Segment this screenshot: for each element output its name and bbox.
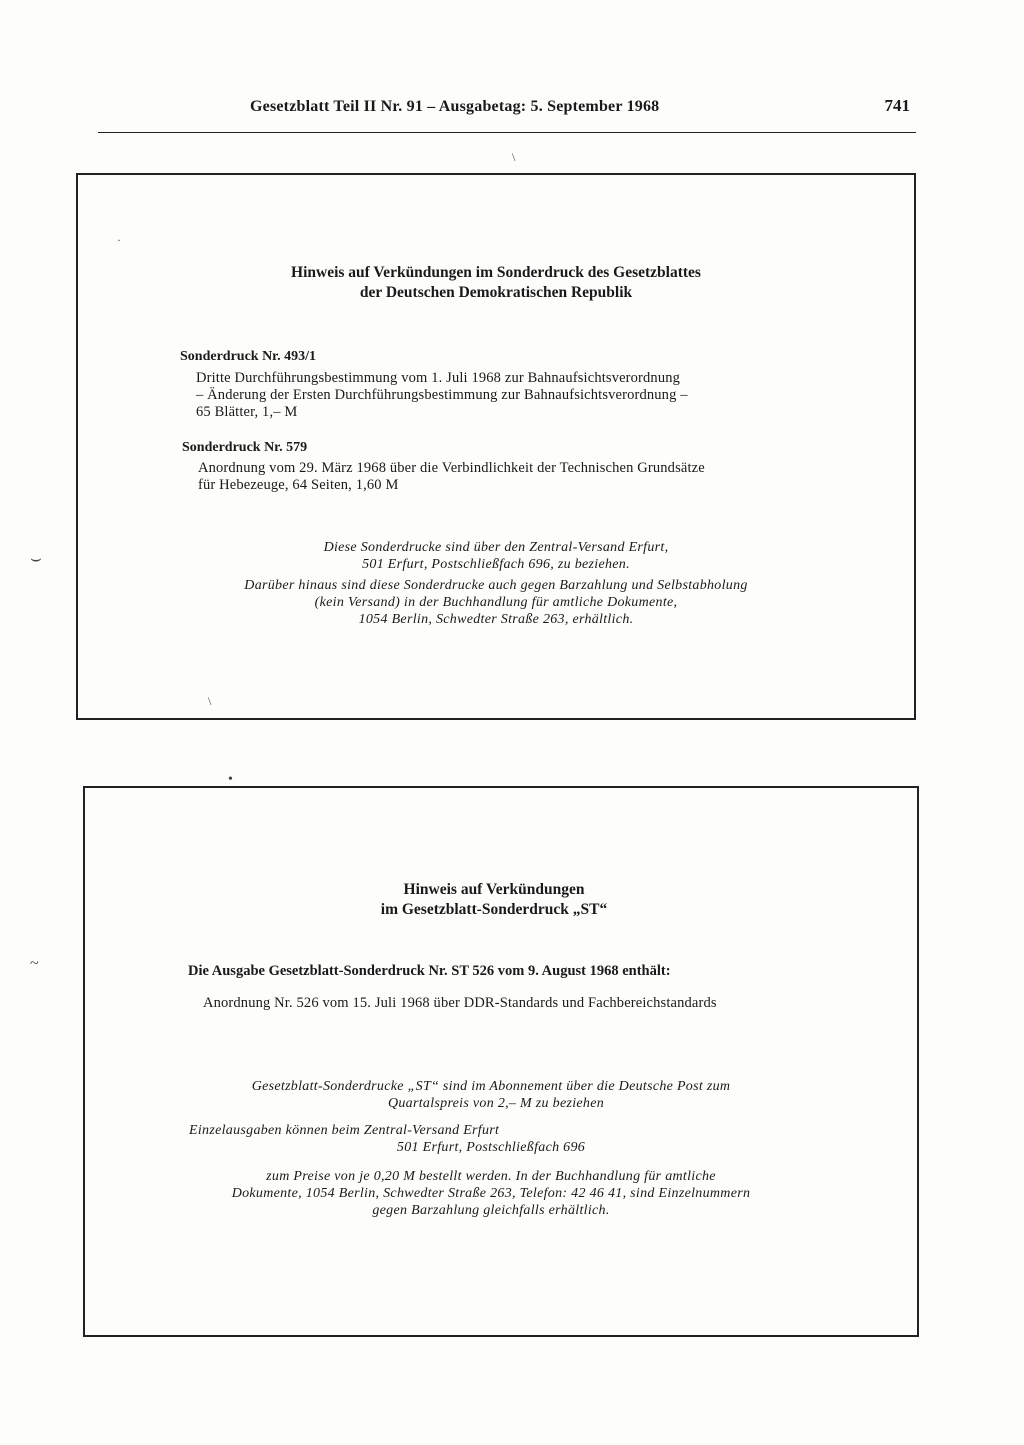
note-line: zum Preise von je 0,20 M bestellt werden. In der Buchhandlung für amtliche bbox=[266, 1169, 716, 1184]
notice-title-line-2: der Deutschen Demokratischen Republik bbox=[359, 284, 633, 301]
entry-line: Dritte Durchführungsbestimmung vom 1. Juli 1968 zur Bahnaufsichtsverordnung bbox=[196, 370, 681, 386]
note-line: (kein Versand) in der Buchhandlung für amtliche Dokumente, bbox=[314, 595, 678, 610]
note-line: Dokumente, 1054 Berlin, Schwedter Straße 263, Telefon: 42 46 41, sind Einzelnummern bbox=[231, 1186, 751, 1201]
note-line: 501 Erfurt, Postschließfach 696 bbox=[396, 1140, 586, 1155]
entry-heading: Sonderdruck Nr. 493/1 bbox=[180, 349, 317, 364]
note-line: Quartalspreis von 2,– M zu beziehen bbox=[387, 1096, 605, 1111]
note-line: 501 Erfurt, Postschließfach 696, zu beziehen. bbox=[362, 557, 630, 572]
notice-box-sonderdruck bbox=[76, 173, 916, 720]
note-line: Gesetzblatt-Sonderdrucke „ST“ sind im Abonnement über die Deutsche Post zum bbox=[251, 1079, 731, 1094]
entry-heading: Sonderdruck Nr. 579 bbox=[182, 440, 308, 455]
notice-box-st bbox=[83, 786, 919, 1337]
entry-line: 65 Blätter, 1,– M bbox=[196, 404, 298, 420]
note-line: Einzelausgaben können beim Zentral-Versand Erfurt bbox=[189, 1123, 500, 1138]
subscription-note bbox=[65, 1078, 917, 1112]
entry-line: Anordnung vom 29. März 1968 über die Verbindlichkeit der Technischen Grundsätze bbox=[198, 460, 705, 476]
note-line: Darüber hinaus sind diese Sonderdrucke auch gegen Barzahlung und Selbstabholung bbox=[244, 578, 748, 593]
margin-mark: ~ bbox=[30, 955, 39, 972]
entry-line: – Änderung der Ersten Durchführungsbestimmung zur Bahnaufsichtsverordnung – bbox=[196, 387, 688, 403]
note-line: gegen Barzahlung gleichfalls erhältlich. bbox=[372, 1203, 610, 1218]
scan-speck: • bbox=[228, 772, 233, 787]
page-number: 741 bbox=[884, 96, 910, 115]
running-head: Gesetzblatt Teil II Nr. 91 – Ausgabetag: 5. September 1968 bbox=[250, 98, 660, 115]
margin-mark: ⌣ bbox=[30, 548, 42, 568]
note-line: Diese Sonderdrucke sind über den Zentral-Versand Erfurt, bbox=[323, 540, 669, 555]
notice-title bbox=[71, 880, 917, 920]
pickup-note bbox=[78, 577, 914, 628]
notice-title bbox=[78, 263, 914, 303]
notice-title-line-1: Hinweis auf Verkündungen im Sonderdruck des Gesetzblattes bbox=[291, 264, 701, 281]
issue-text bbox=[203, 995, 717, 1012]
scan-speck: \ bbox=[208, 694, 212, 708]
issue-line: Anordnung Nr. 526 vom 15. Juli 1968 über DDR-Standards und Fachbereichstandards bbox=[203, 995, 717, 1011]
page-header bbox=[98, 94, 916, 133]
distribution-note bbox=[78, 539, 914, 573]
price-note bbox=[65, 1168, 917, 1219]
notice-title-line-2: im Gesetzblatt-Sonderdruck „ST“ bbox=[380, 901, 608, 918]
scan-speck: · bbox=[117, 233, 121, 247]
entry-text bbox=[196, 370, 688, 421]
entry-line: für Hebezeuge, 64 Seiten, 1,60 M bbox=[198, 477, 399, 493]
notice-title-line-1: Hinweis auf Verkündungen bbox=[403, 881, 585, 898]
single-issue-note bbox=[65, 1122, 917, 1156]
note-line: 1054 Berlin, Schwedter Straße 263, erhältlich. bbox=[358, 612, 634, 627]
scan-speck: \ bbox=[512, 150, 516, 164]
issue-heading: Die Ausgabe Gesetzblatt-Sonderdruck Nr. ST 526 vom 9. August 1968 enthält: bbox=[188, 963, 671, 979]
entry-text bbox=[198, 460, 705, 494]
